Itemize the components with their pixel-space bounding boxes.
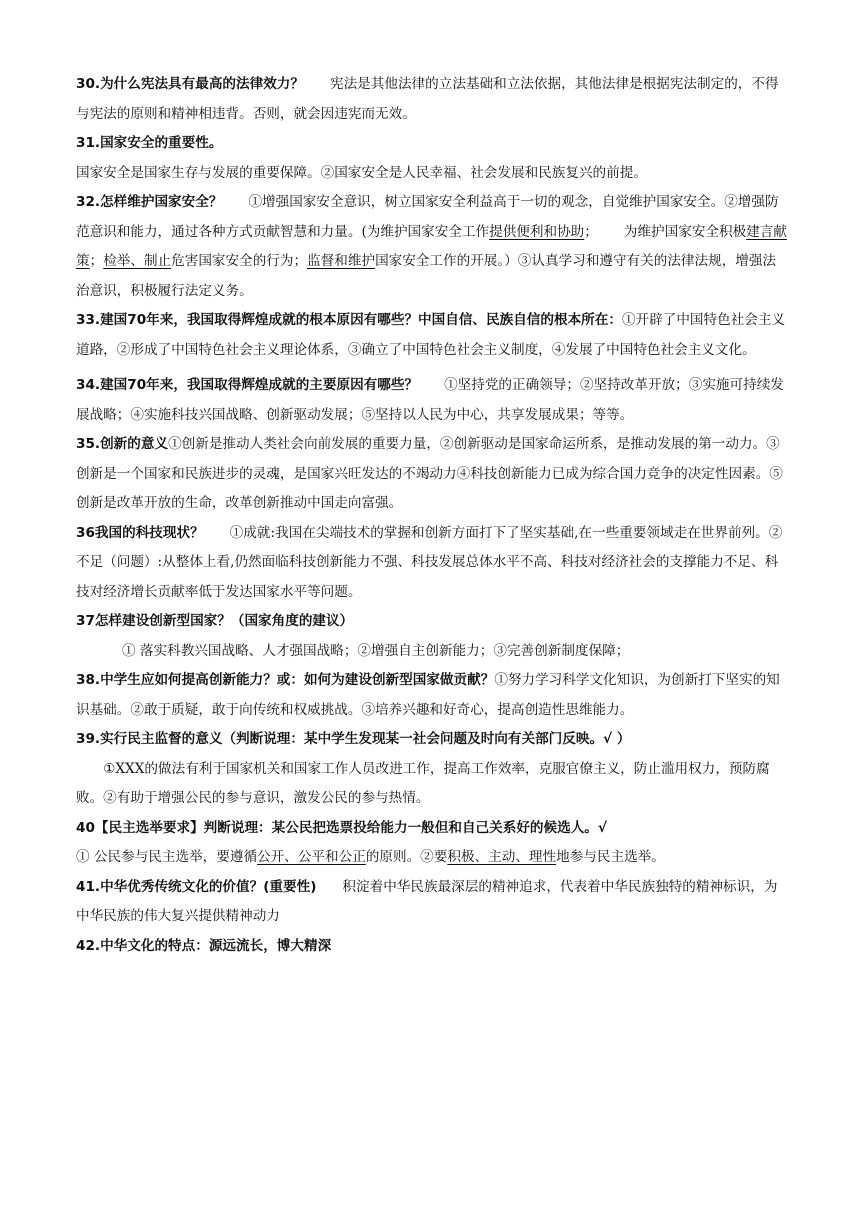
question-40-title: 40【民主选举要求】判断说理：某公民把选票投给能力一般但和自己关系好的候选人。√: [76, 819, 607, 836]
question-32-text-d: ；: [89, 253, 104, 269]
question-32-text-f: 国家安全工作的开展。）③认真学习和遵守有关的法律法规，增强法治意识，积极履行法定义务。: [76, 253, 777, 299]
question-32: [76, 188, 788, 306]
question-32-text-b: ；: [584, 223, 598, 240]
question-37: [76, 607, 788, 637]
question-35-title: 35.创新的意义: [76, 436, 169, 452]
question-39: [76, 725, 788, 755]
question-41-answer: 积淀着中华民族最深层的精神追求，代表着中华民族独特的精神标识，为中华民族的伟大复兴提供精神动力: [76, 878, 778, 924]
question-39-text: ①XXX的做法有利于国家机关和国家工作人员改进工作，提高工作效率，克服官僚主义，防止滥用权力，预防腐败。②有助于增强公民的参与意识，激发公民的参与热情。: [76, 760, 770, 806]
question-32-underline-1: 提供便利和协助: [489, 223, 585, 240]
question-31: [76, 129, 788, 159]
question-39-answer: [76, 755, 788, 814]
question-31-title: 31.国家安全的重要性。: [76, 135, 223, 151]
question-37-title: 37怎样建设创新型国家？（国家角度的建议）: [76, 613, 354, 629]
question-32-underline-3: 检举、制止: [103, 253, 172, 269]
question-30: [76, 70, 788, 129]
question-36: [76, 519, 788, 608]
question-34-answer: ①坚持党的正确领导；②坚持改革开放；③实施可持续发展战略；④实施科技兴国战略、创新驱动发展；⑤坚持以人民为中心，共享发展成果；等等。: [76, 377, 784, 423]
question-41: [76, 873, 788, 932]
question-36-title: 36我国的科技现状？: [76, 524, 204, 541]
question-34: [76, 371, 788, 430]
question-38-title: 38.中学生应如何提高创新能力？或：如何为建设创新型国家做贡献？: [76, 672, 495, 688]
question-32-underline-2: 建言献策: [76, 223, 787, 269]
question-39-title: 39.实行民主监督的意义（判断说理：某中学生发现某一社会问题及时向有关部门反映。√ ）: [76, 731, 631, 747]
question-32-text-e: 危害国家安全的行为；: [171, 253, 308, 269]
question-32-underline-4: 监督和维护: [307, 253, 376, 269]
question-32-title: 32.怎样维护国家安全？: [76, 194, 223, 210]
question-30-title: 30.为什么宪法具有最高的法律效力？: [76, 76, 304, 92]
question-35: [76, 430, 788, 519]
question-36-answer: ①成就:我国在尖端技术的掌握和创新方面打下了坚实基础,在一些重要领域走在世界前列。②不足（问题）:从整体上看,仍然面临科技创新能力不强、科技发展总体水平不高、科技对经济社会的支撑能力不足、科技对经济增长贡献率低于发达国家水平等问题。: [76, 524, 783, 600]
question-40-underline-1: 公开、公平和公正: [257, 849, 366, 865]
question-34-title: 34.建国70年来，我国取得辉煌成就的主要原因有哪些？: [76, 377, 419, 393]
question-40-underline-2: 积极、主动、理性: [447, 849, 557, 865]
question-38: [76, 666, 788, 725]
question-41-title: 41.中华优秀传统文化的价值？(重要性): [76, 878, 317, 895]
question-38-answer: ①努力学习科学文化知识，为创新打下坚实的知识基础。②敢于质疑，敢于向传统和权威挑战。③培养兴趣和好奇心，提高创造性思维能力。: [76, 672, 780, 718]
question-42: [76, 932, 788, 962]
question-30-answer: 宪法是其他法律的立法基础和立法依据，其他法律是根据宪法制定的，不得与宪法的原则和精神相违背。否则，就会因违宪而无效。: [76, 76, 779, 122]
question-40-text-a: ① 公民参与民主选举，要遵循: [76, 849, 258, 865]
question-42-title: 42.中华文化的特点：源远流长，博大精深: [76, 937, 332, 954]
question-32-text-a: ①增强国家安全意识，树立国家安全利益高于一切的观念，自觉维护国家安全。②增强防范意识和能力，通过各种方式贡献智慧和力量。(为维护国家安全工作: [76, 194, 779, 240]
question-40-text-c: 地参与民主选举。: [556, 849, 665, 865]
question-31-text: 国家安全是国家生存与发展的重要保障。②国家安全是人民幸福、社会发展和民族复兴的前提。: [76, 164, 647, 181]
question-40-answer: [76, 843, 788, 873]
document-page: [76, 70, 788, 961]
question-33-title: 33.建国70年来，我国取得辉煌成就的根本原因有哪些？中国自信、民族自信的根本所在：: [76, 312, 622, 328]
question-40-text-b: 的原则。②要: [365, 849, 448, 865]
question-31-answer: [76, 159, 788, 189]
question-33: [76, 306, 788, 365]
question-33-answer: ①开辟了中国特色社会主义道路，②形成了中国特色社会主义理论体系，③确立了中国特色社会主义制度，④发展了中国特色社会主义文化。: [76, 312, 786, 358]
question-37-text: ① 落实科教兴国战略、人才强国战略；②增强自主创新能力；③完善创新制度保障；: [122, 642, 630, 659]
question-37-answer: [76, 637, 788, 667]
question-32-text-c: 为维护国家安全积极: [623, 223, 747, 240]
question-40: [76, 814, 788, 844]
question-35-answer: ①创新是推动人类社会向前发展的重要力量，②创新驱动是国家命运所系，是推动发展的第一动力。③创新是一个国家和民族进步的灵魂，是国家兴旺发达的不竭动力④科技创新能力已成为综合国力竞争的决定性因素。⑤创新是改革开放的生命，改革创新推动中国走向富强。: [76, 436, 783, 511]
